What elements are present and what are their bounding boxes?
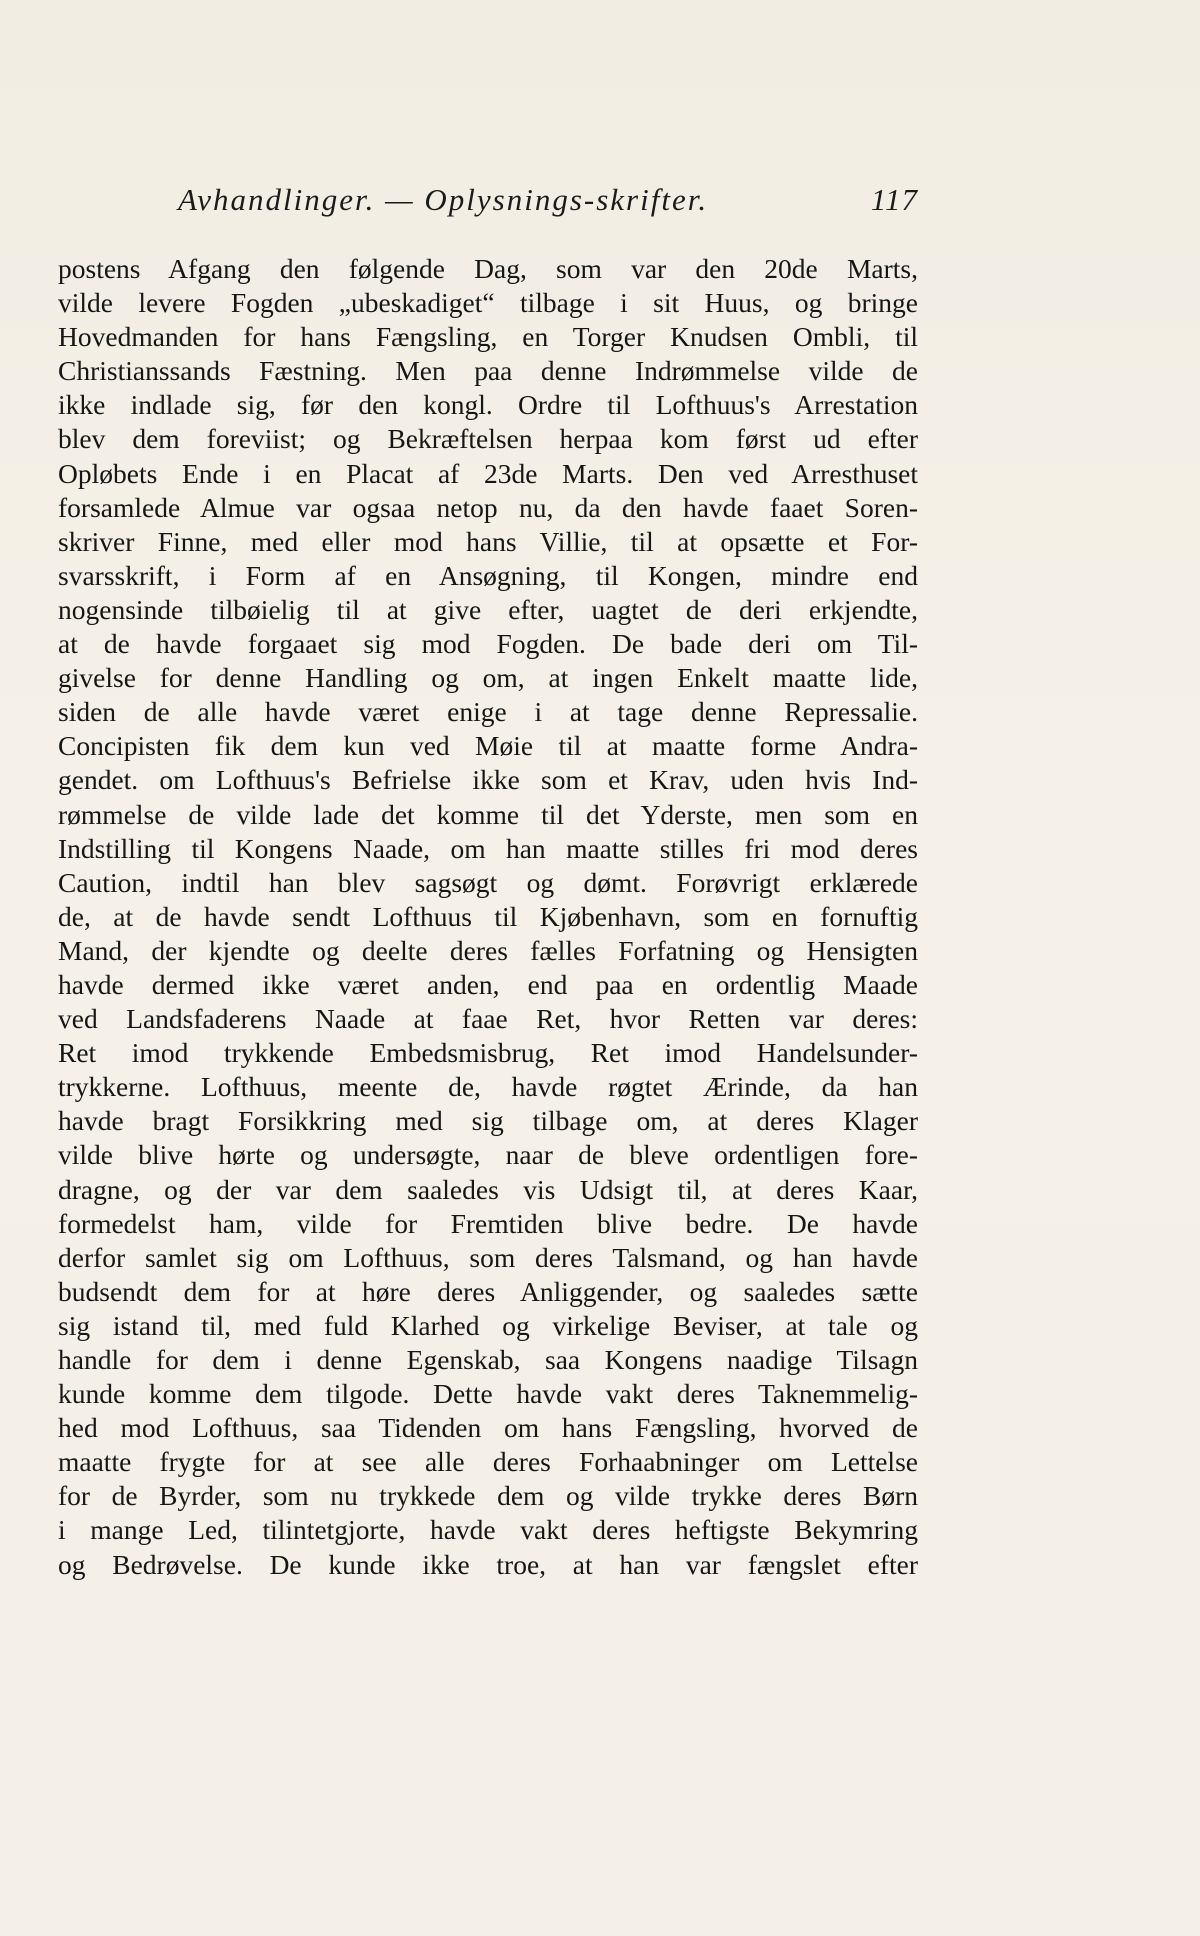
text-line: Hovedmanden for hans Fængsling, en Torger Knudsen Ombli, til [58, 321, 918, 353]
text-line: forsamlede Almue var ogsaa netop nu, da den havde faaet Soren- [58, 491, 918, 523]
text-line: postens Afgang den følgende Dag, som var den 20de Marts, [58, 253, 918, 284]
text-line: Mand, der kjendte og deelte deres fælles Forfatning og Hensigten [58, 934, 918, 966]
text-line: nogensinde tilbøielig til at give efter, uagtet de deri erkjendte, [58, 593, 918, 625]
text-line: kunde komme dem tilgode. Dette havde vakt deres Taknemmelig- [58, 1378, 918, 1410]
text-line: Concipisten fik dem kun ved Møie til at maatte forme Andra- [58, 730, 918, 762]
text-line: siden de alle havde været enige i at tage denne Repressalie. [58, 696, 918, 728]
text-line: de, at de havde sendt Lofthuus til Kjøbenhavn, som en fornuftig [58, 900, 918, 932]
text-line: derfor samlet sig om Lofthuus, som deres Talsmand, og han havde [58, 1241, 918, 1273]
text-line: at de havde forgaaet sig mod Fogden. De bade deri om Til- [58, 628, 918, 660]
text-line: hed mod Lofthuus, saa Tidenden om hans Fængsling, hvorved de [58, 1412, 918, 1444]
text-line: handle for dem i denne Egenskab, saa Kongens naadige Tilsagn [58, 1344, 918, 1375]
text-line: havde bragt Forsikkring med sig tilbage om, at deres Klager [58, 1105, 918, 1137]
text-line: sig istand til, med fuld Klarhed og virkelige Beviser, at tale og [58, 1309, 918, 1341]
text-line: Opløbets Ende i en Placat af 23de Marts. Den ved Arresthuset [58, 457, 918, 489]
text-line: dragne, og der var dem saaledes vis Udsigt til, at deres Kaar, [58, 1173, 918, 1205]
text-line: svarsskrift, i Form af en Ansøgning, til Kongen, mindre end [58, 559, 918, 591]
text-line: budsendt dem for at høre deres Anliggender, og saaledes sætte [58, 1275, 918, 1307]
text-line: trykkerne. Lofthuus, meente de, havde røgtet Ærinde, da han [58, 1071, 918, 1103]
text-line: og Bedrøvelse. De kunde ikke troe, at han var fængslet efter [58, 1548, 918, 1580]
text-line: Christianssands Fæstning. Men paa denne Indrømmelse vilde de [58, 355, 918, 387]
text-line: ikke indlade sig, før den kongl. Ordre til Lofthuus's Arrestation [58, 389, 918, 421]
running-title: Avhandlinger. — Oplysnings-skrifter. [178, 182, 709, 217]
text-line: rømmelse de vilde lade det komme til det Yderste, men som en [58, 798, 918, 830]
text-line: Ret imod trykkende Embedsmisbrug, Ret imod Handelsunder- [58, 1037, 918, 1069]
text-line: givelse for denne Handling og om, at ingen Enkelt maatte lide, [58, 662, 918, 694]
page-number: 117 [870, 182, 918, 217]
text-line: vilde blive hørte og undersøgte, naar de bleve ordentligen fore- [58, 1139, 918, 1171]
text-line: maatte frygte for at see alle deres Forhaabninger om Lettelse [58, 1446, 918, 1478]
text-line: i mange Led, tilintetgjorte, havde vakt deres heftigste Bekymring [58, 1514, 918, 1546]
text-line: skriver Finne, med eller mod hans Villie, til at opsætte et For- [58, 525, 918, 557]
text-line: Indstilling til Kongens Naade, om han maatte stilles fri mod deres [58, 832, 918, 864]
text-line: vilde levere Fogden „ubeskadiget“ tilbage i sit Huus, og bringe [58, 287, 918, 319]
text-line: blev dem foreviist; og Bekræftelsen herpaa kom først ud efter [58, 423, 918, 455]
text-line: formedelst ham, vilde for Fremtiden blive bedre. De havde [58, 1207, 918, 1239]
text-line: for de Byrder, som nu trykkede dem og vilde trykke deres Børn [58, 1480, 918, 1512]
body-text [58, 252, 918, 1582]
text-line: gendet. om Lofthuus's Befrielse ikke som et Krav, uden hvis Ind- [58, 764, 918, 796]
text-line: Caution, indtil han blev sagsøgt og dømt. Forøvrigt erklærede [58, 866, 918, 898]
text-line: ved Landsfaderens Naade at faae Ret, hvor Retten var deres: [58, 1003, 918, 1035]
running-head [58, 182, 918, 226]
text-line: havde dermed ikke været anden, end paa en ordentlig Maade [58, 968, 918, 1000]
